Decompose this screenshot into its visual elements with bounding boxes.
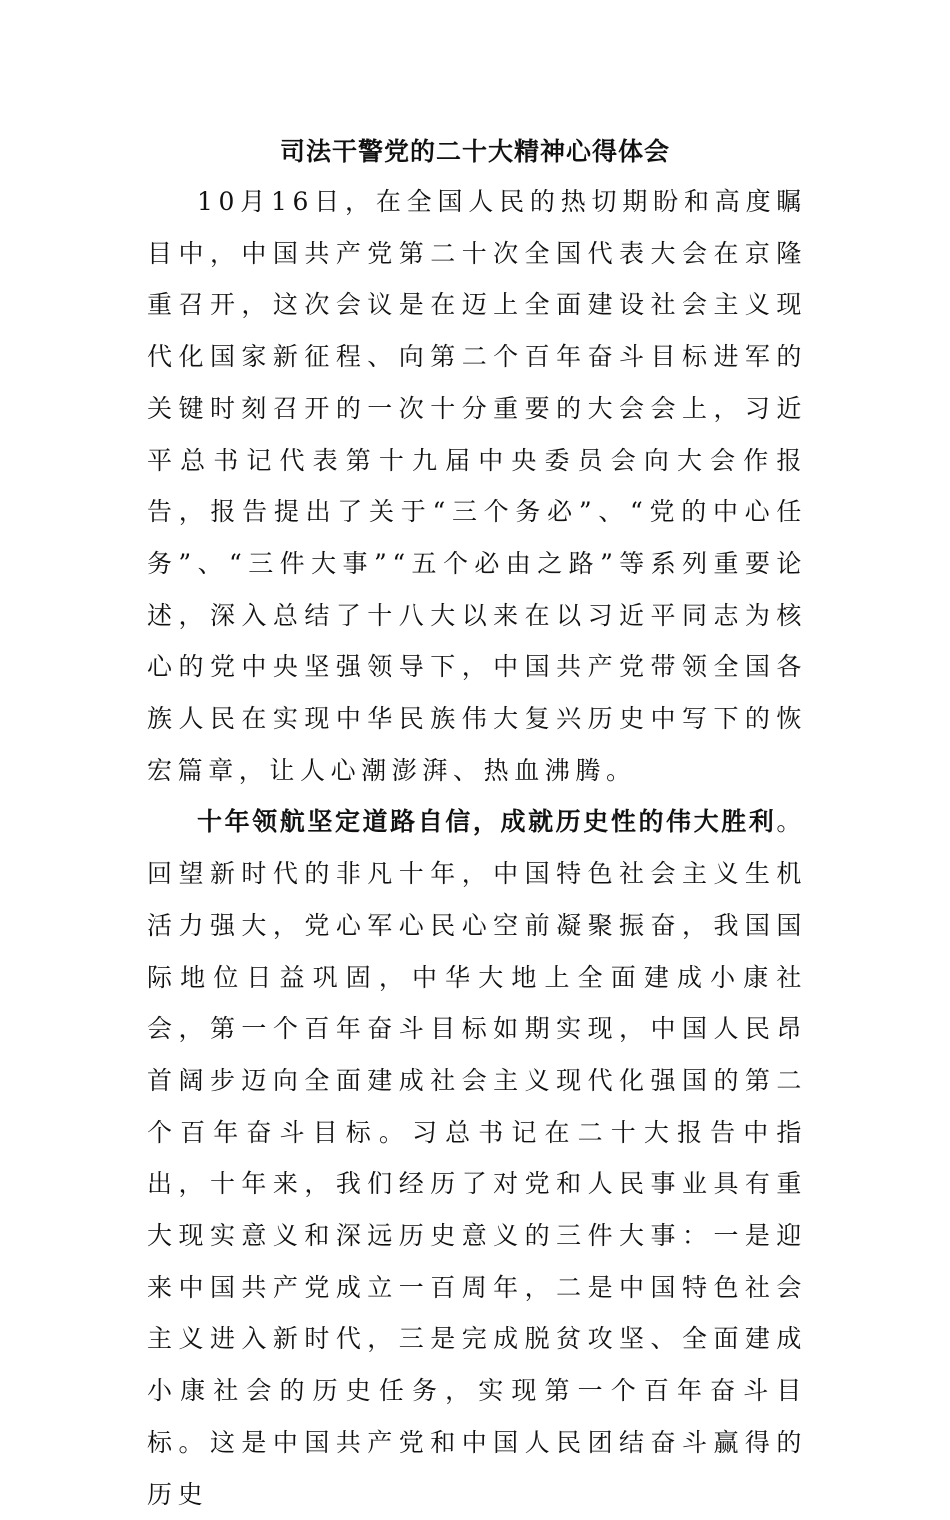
paragraph-1-text: 10月16日，在全国人民的热切期盼和高度瞩目中，中国共产党第二十次全国代表大会在京隆重召开，这次会议是在迈上全面建设社会主义现代化国家新征程、向第二个百年奋斗目标进军的关键时刻召开的一次十分重要的大会会上，习近平总书记代表第十九届中央委员会向大会作报告，报告提出了关于“三个务必”、“党的中心任务”、“三件大事”“五个必由之路”等系列重要论述，深入总结了十八大以来在以习近平同志为核心的党中央坚强领导下，中国共产党带领全国各族人民在实现中华民族伟大复兴历史中写下的恢宏篇章，让人心潮澎湃、热血沸腾。 — [147, 187, 807, 785]
paragraph-2 — [147, 796, 807, 1520]
paragraph-2-lead: 十年领航坚定道路自信，成就历史性的伟大胜利 — [197, 807, 777, 837]
paragraph-2-text: 。回望新时代的非凡十年，中国特色社会主义生机活力强大，党心军心民心空前凝聚振奋，我国国际地位日益巩固，中华大地上全面建成小康社会，第一个百年奋斗目标如期实现，中国人民昂首阔步迈向全面建成社会主义现代化强国的第二个百年奋斗目标。习总书记在二十大报告中指出，十年来，我们经历了对党和人民事业具有重大现实意义和深远历史意义的三件大事：一是迎来中国共产党成立一百周年，二是中国特色社会主义进入新时代，三是完成脱贫攻坚、全面建成小康社会的历史任务，实现第一个百年奋斗目标。这是中国共产党和中国人民团结奋斗赢得的历史 — [147, 807, 807, 1509]
document-title: 司法干警党的二十大精神心得体会 — [279, 137, 670, 166]
paragraph-1 — [147, 176, 807, 796]
document-body — [147, 176, 807, 1520]
